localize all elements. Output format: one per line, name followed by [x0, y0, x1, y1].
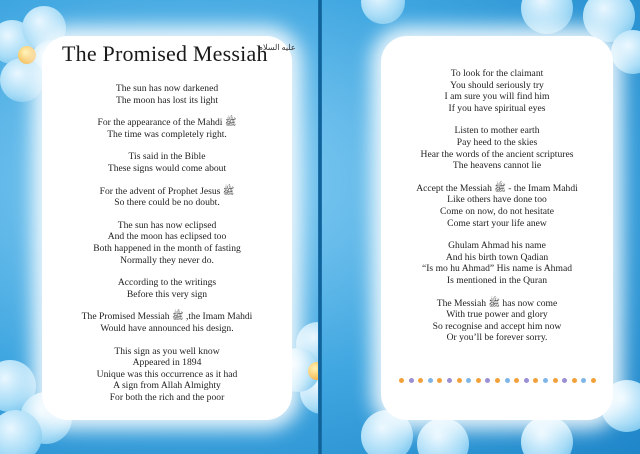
poem-line: Ghulam Ahmad his name [448, 240, 546, 252]
divider-dot [514, 378, 519, 383]
divider-dot [485, 378, 490, 383]
poem-line: Both happened in the month of fasting [93, 242, 241, 254]
poem-line: To look for the claimant [450, 68, 544, 79]
poem-line: Or you’ll be forever sorry. [446, 332, 548, 344]
divider-dot [399, 378, 404, 383]
divider-dot [495, 378, 500, 383]
poem-line: Pay heed to the skies [456, 136, 538, 148]
divider-dot [428, 378, 433, 383]
dot-divider [399, 378, 599, 386]
poem-left [42, 83, 292, 414]
poem-stanza [381, 125, 613, 171]
poem-line: Is mentioned in the Quran [446, 274, 548, 286]
poem-stanza [42, 220, 292, 266]
poem-line: Tis said in the Bible [128, 151, 206, 163]
divider-dot [572, 378, 577, 383]
divider-dot [437, 378, 442, 383]
divider-dot [562, 378, 567, 383]
poem-stanza [381, 68, 613, 114]
poem-line: So there could be no doubt. [114, 197, 220, 209]
divider-dot [524, 378, 529, 383]
poem-stanza [42, 186, 292, 209]
divider-dot [505, 378, 510, 383]
poem-line: The time was completely right. [107, 128, 227, 140]
poem-line: The moon has lost its light [115, 94, 219, 106]
poem-line: The Messiah ﷺ has now come [436, 297, 558, 309]
poem-stanza [381, 183, 613, 229]
poem-line: For the appearance of the Mahdi ﷺ [97, 117, 237, 129]
poem-line: The heavens cannot lie [452, 160, 542, 172]
poem-line: Appeared in 1894 [132, 357, 202, 369]
poem-line: You should seriously try [450, 79, 544, 91]
right-page [321, 0, 640, 454]
poem-line: Listen to mother earth [454, 125, 540, 137]
poem-line: Would have announced his design. [100, 322, 234, 334]
poem-line: “Is mo hu Ahmad” His name is Ahmad [421, 263, 572, 275]
left-page [0, 0, 319, 454]
poem-line: The Promised Messiah ﷺ ,the Imam Mahdi [81, 311, 253, 323]
divider-dot [409, 378, 414, 383]
divider-dot [447, 378, 452, 383]
poem-stanza [42, 83, 292, 106]
poem-stanza [42, 277, 292, 300]
poem-line: Unique was this occurrence as it had [96, 368, 238, 380]
divider-dot [457, 378, 462, 383]
poem-line: Come on now, do not hesitate [440, 205, 554, 217]
divider-dot [581, 378, 586, 383]
poem-line: Normally they never do. [120, 254, 214, 266]
divider-dot [553, 378, 558, 383]
page-title: The Promised Messiah [62, 41, 268, 66]
poem-line: The sun has now eclipsed [117, 219, 217, 231]
poem-line: And his birth town Qadian [445, 251, 549, 263]
divider-dot [476, 378, 481, 383]
divider-dot [418, 378, 423, 383]
divider-dot [466, 378, 471, 383]
poem-line: So recognise and accept him now [432, 320, 562, 332]
poem-stanza [381, 298, 613, 344]
poem-line: Come start your life anew [447, 217, 547, 229]
divider-dot [543, 378, 548, 383]
poem-line: Before this very sign [126, 288, 208, 300]
poem-line: The sun has now darkened [115, 83, 219, 94]
poem-line: And the moon has eclipsed too [107, 231, 227, 243]
poem-line: According to the writings [117, 277, 217, 289]
poem-stanza [381, 240, 613, 286]
poem-stanza [42, 346, 292, 404]
poem-line: A sign from Allah Almighty [113, 380, 221, 392]
poem-line: If you have spiritual eyes [448, 102, 546, 114]
poem-line: For the advent of Prophet Jesus ﷺ [99, 185, 235, 197]
poem-stanza [42, 311, 292, 334]
poem-line: Like others have done too [447, 194, 547, 206]
poem-line: These signs would come about [107, 162, 227, 174]
poem-line: Accept the Messiah ﷺ - the Imam Mahdi [416, 182, 578, 194]
poem-line: For both the rich and the poor [109, 391, 225, 403]
poem-stanza [42, 151, 292, 174]
poem-line: I am sure you will find him [444, 91, 550, 103]
poem-line: Hear the words of the ancient scriptures [420, 148, 574, 160]
poem-line: This sign as you well know [114, 345, 220, 357]
poem-line: With true power and glory [446, 309, 548, 321]
poem-right [381, 68, 613, 355]
divider-dot [533, 378, 538, 383]
divider-dot [591, 378, 596, 383]
title-honorific: عليه السلام [258, 43, 296, 52]
poem-stanza [42, 117, 292, 140]
